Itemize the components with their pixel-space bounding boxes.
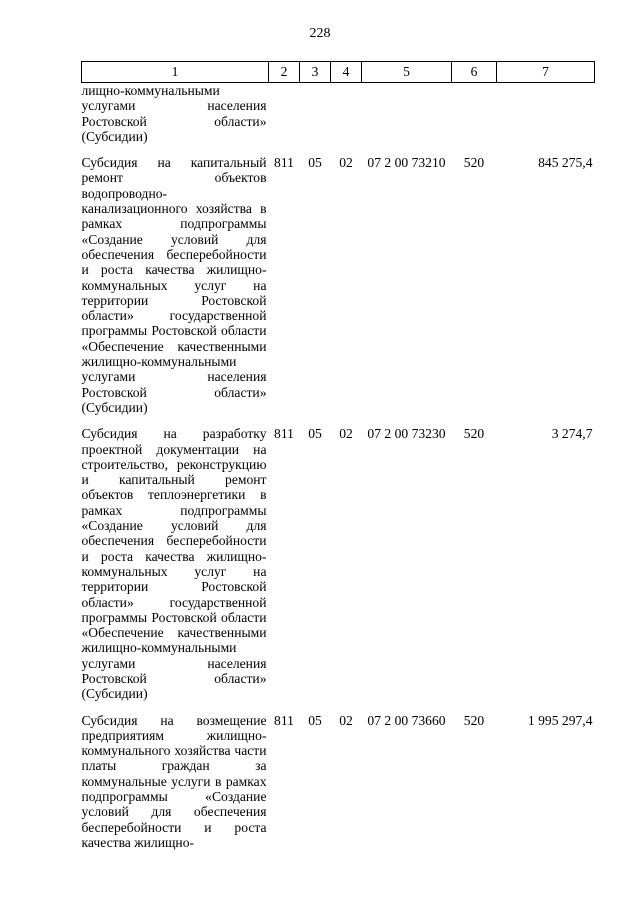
continuation-text: лищно-коммунальными услугами населения Ростовской области» (Субсидии): [81, 83, 267, 144]
table-row: [82, 426, 595, 712]
row-target-article: 07 2 00 73210: [367, 155, 446, 171]
row-ministry-code: 811: [274, 426, 294, 442]
continuation-row: [82, 83, 595, 156]
column-header-7: 7: [497, 62, 595, 83]
table-row: [82, 155, 595, 426]
row-section-code: 05: [308, 712, 322, 728]
row-name: Субсидия на возмещение предприятиям жилищно-коммунального хозяйства части платы граждан за коммунальные услуги в рамках подпрограммы «Создание условий для обеспечения бесперебойности и роста качества жилищно-: [81, 712, 267, 850]
column-header-5: 5: [362, 62, 452, 83]
row-ministry-code: 811: [274, 712, 294, 728]
row-section-code: 05: [308, 426, 322, 442]
column-header-4: 4: [331, 62, 362, 83]
row-subsection-code: 02: [339, 155, 353, 171]
column-header-6: 6: [452, 62, 497, 83]
table-row: [82, 713, 595, 862]
row-amount: 1 995 297,4: [527, 712, 593, 728]
row-section-code: 05: [308, 155, 322, 171]
row-subsection-code: 02: [339, 712, 353, 728]
row-expense-type: 520: [463, 426, 485, 442]
row-ministry-code: 811: [274, 155, 294, 171]
row-target-article: 07 2 00 73660: [367, 712, 446, 728]
row-amount: 845 275,4: [538, 155, 593, 171]
row-target-article: 07 2 00 73230: [367, 426, 446, 442]
column-header-1: 1: [82, 62, 269, 83]
header-row: [82, 62, 595, 83]
row-name: Субсидия на капитальный ремонт объектов водопроводно-канализационного хозяйства в рамках подпрограммы «Создание условий для обеспечения бесперебойности и роста качества жилищно-коммунальных услуг на территории Ростовской области» государственной программы Ростовской области «Обеспечение качественными жилищно-коммунальными услугами населения Ростовской области» (Субсидии): [81, 155, 267, 415]
row-expense-type: 520: [463, 155, 485, 171]
row-subsection-code: 02: [339, 426, 353, 442]
row-expense-type: 520: [463, 712, 485, 728]
row-amount: 3 274,7: [551, 426, 593, 442]
row-name: Субсидия на разработку проектной документации на строительство, реконструкцию и капитальный ремонт объектов теплоэнергетики в рамках подпрограммы «Создание условий для обеспечения бесперебойности и роста качества жилищно-коммунальных услуг на территории Ростовской области» государственной программы Ростовской области «Обеспечение качественными жилищно-коммунальными услугами населения Ростовской области» (Субсидии): [81, 426, 267, 702]
page-number: 228: [309, 26, 331, 41]
column-header-2: 2: [269, 62, 300, 83]
budget-table: [81, 61, 595, 861]
column-header-3: 3: [300, 62, 331, 83]
